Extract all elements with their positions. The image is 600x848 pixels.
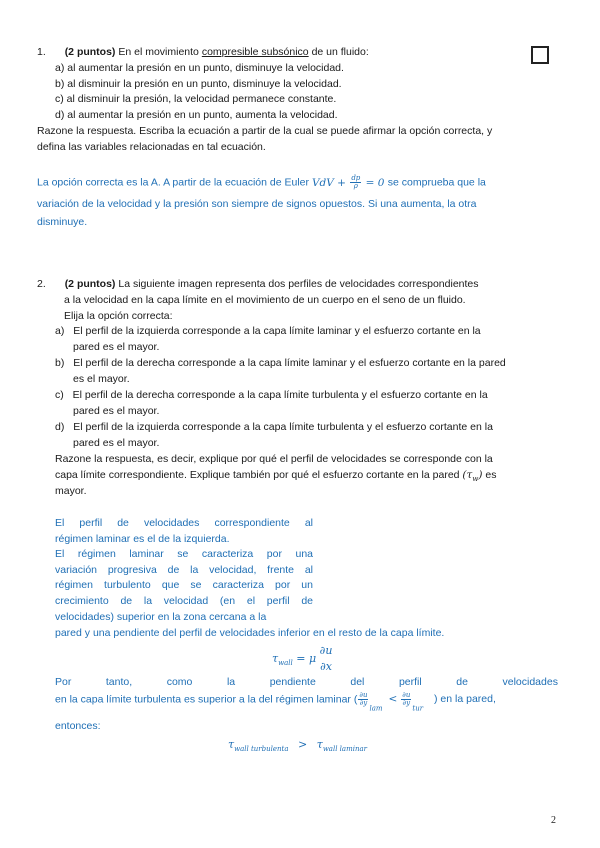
q2-option-d-text: El perfil de la izquierda corresponde a la capa límite turbulenta y el esfuerzo cortante en la <box>73 421 493 433</box>
q2-answer-line: El perfil de velocidades correspondiente al <box>55 517 313 529</box>
q2-option-b-text: El perfil de la derecha corresponde a la capa límite laminar y el esfuerzo cortante en la pared <box>73 357 506 369</box>
q1-header <box>37 46 369 58</box>
q2-answer-line: variación progresiva de la velocidad, frente al <box>55 563 313 576</box>
q1-euler-fraction <box>350 175 361 190</box>
q1-option-d: d) al aumentar la presión en un punto, aumenta la velocidad. <box>55 109 338 121</box>
q2-option-a-text: El perfil de la izquierda corresponde a la capa límite laminar y el esfuerzo cortante en la <box>73 325 481 337</box>
q2-reason-3: mayor. <box>55 485 87 497</box>
q2-eq2-left-sub: wall turbulenta <box>234 745 289 753</box>
q2-points: (2 puntos) <box>64 278 116 290</box>
q2-tau-sub: w <box>472 475 479 483</box>
q2-eq1-mu: = μ <box>296 652 317 665</box>
q2-tau-w <box>462 469 482 481</box>
q1-euler-equation <box>311 174 388 190</box>
q2-option-a-cont: pared es el mayor. <box>73 341 160 353</box>
q2-final-inequality <box>228 738 367 753</box>
q2-eq2-right: τ <box>316 738 323 751</box>
q1-euler-rhs: = 0 <box>365 176 385 189</box>
q2-eq2-left: τ <box>228 738 235 751</box>
q1-euler-frac-num: dp <box>351 174 361 182</box>
q1-instruction-1: Razone la respuesta. Escriba la ecuación a partir de la cual se puede afirmar la opción correcta, y <box>37 125 493 137</box>
q2-por-word: la <box>226 676 236 688</box>
q2-por-word: Por <box>55 676 72 688</box>
answer-checkbox[interactable] <box>531 46 549 64</box>
q2-tau-symbol: (τ <box>462 469 473 481</box>
q2-answer-line: El régimen laminar se caracteriza por una <box>55 548 313 561</box>
q1-stem-before: En el movimiento <box>118 46 199 58</box>
q2-por-word: pendiente <box>269 676 316 688</box>
q2-eq1-tau: τ <box>272 652 279 665</box>
q2-stem-1: La siguiente imagen representa dos perfiles de velocidades correspondientes <box>118 278 479 290</box>
q2-por-word: de <box>456 676 468 688</box>
q2-eq1-fraction <box>320 643 333 675</box>
q2-answer-line: crecimiento de la velocidad (en el perfil de <box>55 594 313 607</box>
q2-comparison-text: en la capa límite turbulenta es superior a la del régimen laminar ( <box>55 693 358 706</box>
q2-less-than: < <box>388 693 398 706</box>
q2-reason-2-end: es <box>485 469 497 481</box>
q2-comparison-line <box>55 692 496 712</box>
q2-eq1-sub: wall <box>278 659 293 667</box>
q1-answer-text-b: se comprueba que la <box>387 176 486 189</box>
q1-instruction-2: defina las variables relacionadas en tal ecuación. <box>37 141 266 153</box>
q1-answer-line-3: disminuye. <box>37 216 88 228</box>
q2-por-word: del <box>350 676 365 688</box>
q2-option-a-letter: a) <box>55 325 65 337</box>
q1-stem-underlined: compresible subsónico <box>201 46 309 58</box>
q2-eq1-num: ∂u <box>319 644 333 657</box>
q2-por-word: velocidades <box>502 676 558 688</box>
q2-option-c <box>55 389 488 401</box>
q2-shear-equation <box>272 643 332 675</box>
q2-reason-2 <box>55 469 496 483</box>
q1-answer-line-1 <box>37 175 486 190</box>
q2-por-word: perfil <box>398 676 422 688</box>
q2-header <box>37 278 479 290</box>
q2-por-tanto-line <box>55 676 558 688</box>
q1-answer-text-a: La opción correcta es la A. A partir de la ecuación de Euler <box>37 176 310 189</box>
q2-frac-lam-num: ∂u <box>359 691 368 699</box>
q1-option-a: a) al aumentar la presión en un punto, disminuye la velocidad. <box>55 62 344 74</box>
q2-comparison-end: ) en la pared, <box>434 693 496 706</box>
q2-frac-tur-den: ∂y <box>402 699 411 707</box>
q2-option-d-cont: pared es el mayor. <box>73 437 160 449</box>
q2-stem-3: Elija la opción correcta: <box>64 310 173 322</box>
q2-frac-lam <box>358 692 368 707</box>
q2-number: 2. <box>37 278 46 290</box>
q2-option-c-letter: c) <box>55 389 64 401</box>
q2-option-b-cont: es el mayor. <box>73 373 130 385</box>
q2-por-word: como <box>166 676 193 688</box>
q2-reason-1: Razone la respuesta, es decir, explique por qué el perfil de velocidades se corresponde con la <box>55 453 493 465</box>
q1-euler-frac-den: ρ <box>353 182 358 190</box>
q2-frac-tur <box>401 692 411 707</box>
q2-option-b <box>55 357 506 369</box>
q2-entonces: entonces: <box>55 720 101 732</box>
q2-frac-tur-num: ∂u <box>402 691 411 699</box>
q2-option-c-text: El perfil de la derecha corresponde a la capa límite turbulenta y el esfuerzo cortante en la <box>72 389 488 401</box>
q2-reason-2-text: capa límite correspondiente. Explique también por qué el esfuerzo cortante en la pared <box>55 469 460 481</box>
q2-option-b-letter: b) <box>55 357 65 369</box>
q2-option-c-cont: pared es el mayor. <box>73 405 160 417</box>
q2-answer-line: velocidades) superior en la zona cercana a la <box>55 610 267 623</box>
q2-answer-line: régimen laminar es el de la izquierda. <box>55 532 230 545</box>
q1-number: 1. <box>37 46 46 58</box>
q2-tau-close: ) <box>478 469 483 481</box>
q1-points: (2 puntos) <box>64 46 116 58</box>
q2-sub-lam: lam <box>369 704 383 713</box>
q2-option-a <box>55 325 481 337</box>
q1-stem-after: de un fluido: <box>311 46 369 58</box>
q2-stem-2: a la velocidad en la capa límite en el movimiento de un cuerpo en el seno de un fluido. <box>64 294 466 306</box>
q2-option-d <box>55 421 493 433</box>
q2-eq2-right-sub: wall laminar <box>322 745 367 753</box>
q2-frac-lam-den: ∂y <box>359 699 368 707</box>
q2-answer-full-line: pared y una pendiente del perfil de velocidades inferior en el resto de la capa límite. <box>55 627 445 639</box>
q2-eq1-den: ∂x <box>320 660 332 673</box>
q1-option-b: b) al disminuir la presión en un punto, disminuye la velocidad. <box>55 78 342 90</box>
q1-option-c: c) al disminuir la presión, la velocidad permanece constante. <box>55 93 337 105</box>
q2-answer-column <box>55 516 313 625</box>
page-number: 2 <box>551 815 556 826</box>
q2-eq2-op: > <box>298 738 308 751</box>
q2-answer-line: régimen turbulento que se caracteriza por un <box>55 579 313 592</box>
q2-por-word: tanto, <box>105 676 133 688</box>
q2-option-d-letter: d) <box>55 421 65 433</box>
q1-euler-lhs: VdV + <box>311 176 346 189</box>
q1-answer-line-2: variación de la velocidad y la presión son siempre de signos opuestos. Si una aumenta, la otra <box>37 198 477 210</box>
q2-sub-tur: tur <box>412 704 424 713</box>
